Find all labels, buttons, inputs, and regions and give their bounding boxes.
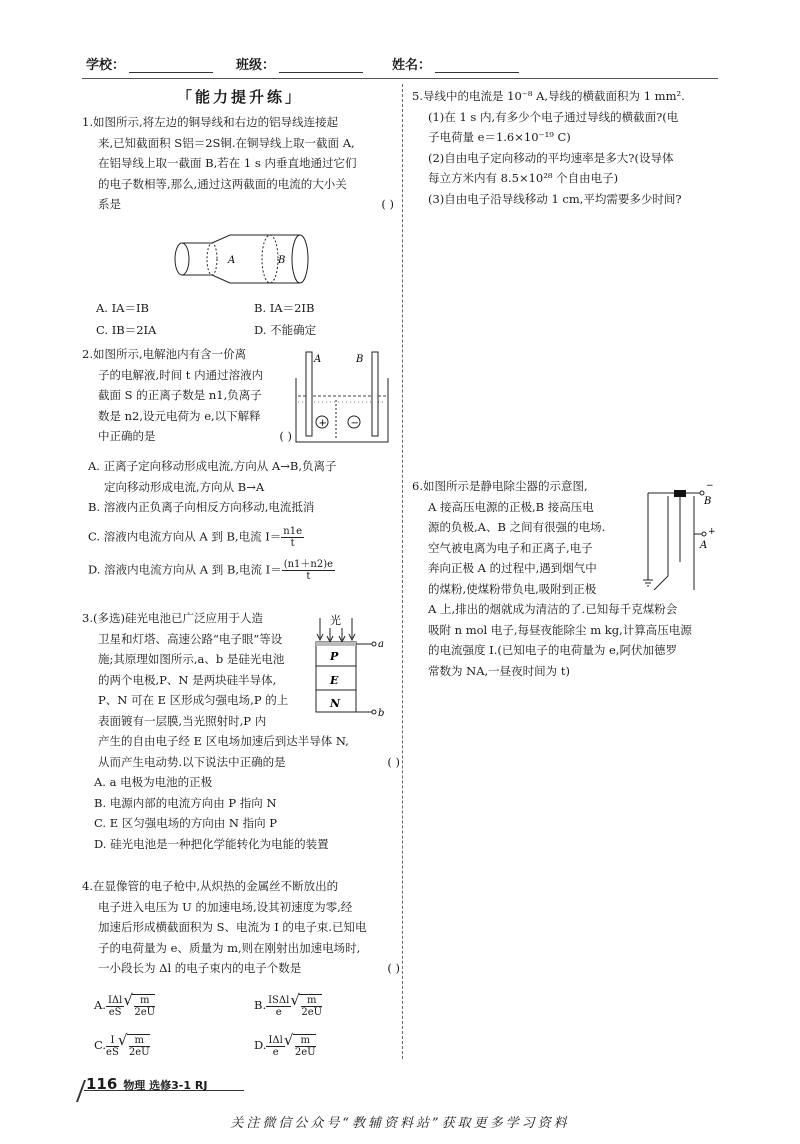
q6-line: 的电流强度 I.(已知电子的电荷量为 e,阿伏加德罗: [428, 643, 677, 657]
name-label: 姓名：: [392, 58, 432, 73]
q4-option-c[interactable]: C. $\frac{I}{eS}$ √ $\frac{m}{2eU}$: [94, 1034, 150, 1058]
q5-line: (2)自由电子定向移动的平均速率是多大?(设导体: [428, 150, 674, 165]
student-info-header: [0, 54, 800, 78]
q3-e-label: E: [330, 674, 339, 687]
q6-line: 空气被电离为电子和正离子,电子: [428, 540, 593, 555]
q1-line: 的电子数相等,那么,通过这两截面的电流的大小关: [98, 176, 347, 191]
q2-label-a: A: [314, 354, 322, 365]
q4-option-b[interactable]: B. $\frac{\text{ISΔl}}{e}$ √ $\frac{m}{2eU}$: [254, 994, 322, 1018]
q6-line: 源的负极,A、B 之间有很强的电场.: [428, 520, 606, 534]
q3-solar-cell-figure: [308, 610, 388, 720]
q3-option-b[interactable]: B. 电源内部的电流方向由 P 指向 N: [94, 795, 277, 810]
q5-line: 5.导线中的电流是 10⁻⁸ A,导线的横截面积为 1 mm².: [412, 89, 685, 103]
q3-line: P、N 可在 E 区形成匀强电场,P 的上: [98, 693, 289, 707]
q2-minus-ion: −: [350, 418, 359, 429]
q6-line: A 上,排出的烟就成为清洁的了.已知每千克煤粉会: [428, 602, 678, 616]
q3-n-label: N: [330, 697, 341, 710]
q1-line: 在铝导线上取一截面 B,若在 1 s 内垂直地通过它们: [98, 156, 357, 170]
class-field: [236, 54, 363, 73]
q2-options: [88, 456, 398, 582]
promo-note: 关注微信公众号“教辅资料站”获取更多学习资料: [230, 1116, 570, 1131]
q4-line: 加速后形成横截面积为 S、电流为 I 的电子束.已知电: [98, 920, 367, 934]
q6-plus-sign: +: [708, 527, 716, 537]
q6-line: 6.如图所示是静电除尘器的示意图,: [412, 479, 588, 493]
question-5: [412, 86, 722, 209]
class-label: 班级：: [236, 58, 276, 73]
question-4: [82, 876, 400, 979]
q6-line: 吸附 n mol 电子,每昼夜能除尘 m kg,计算高压电源: [428, 622, 692, 637]
book-subject: 物理 选修3-1 RJ: [123, 1079, 208, 1092]
q5-line: (1)在 1 s 内,有多少个电子通过导线的横截面?(电: [428, 109, 679, 124]
q4-line: 一小段长为 Δl 的电子束内的电子个数是 ( ): [82, 958, 400, 979]
q2-line: 中正确的是 ( ): [82, 426, 292, 447]
name-field: [392, 54, 519, 73]
q6-line: 奔向正极 A 的过程中,遇到烟气中: [428, 561, 597, 575]
q3-option-c[interactable]: C. E 区匀强电场的方向由 N 指向 P: [94, 816, 278, 830]
q1-wire-figure: [172, 230, 312, 288]
page-footer: [86, 1074, 207, 1093]
q2-line: 2.如图所示,电解池内有含一价离: [82, 347, 247, 361]
q3-options: [94, 772, 400, 854]
section-title: 「 能力提升练 」: [170, 86, 310, 108]
q1-option-d[interactable]: D. 不能确定: [254, 323, 317, 337]
school-blank[interactable]: [129, 58, 213, 73]
q2-option-a-cont: 定向移动形成电流,方向从 B→A: [104, 479, 265, 494]
q1-label-a: A: [228, 255, 236, 266]
q3-light-label: 光: [330, 614, 341, 627]
q4-option-d[interactable]: D. $\frac{\text{IΔl}}{e}$ √ $\frac{m}{2eU}$: [254, 1034, 316, 1058]
q3-line: 产生的自由电子经 E 区电场加速后到达半导体 N,: [98, 734, 349, 748]
q3-line: 卫星和灯塔、高速公路“电子眼”等设: [98, 631, 283, 646]
q4-option-a[interactable]: A. $\frac{\text{IΔl}}{eS}$ √ $\frac{m}{2eU}$: [94, 994, 155, 1018]
q2-plus-ion: +: [318, 418, 327, 429]
q3-line: 的两个电极,P、N 是两块硅半导体,: [98, 672, 277, 687]
q1-line: 系是 ( ): [82, 194, 394, 215]
q2-option-d[interactable]: D. 溶液内电流方向从 A 到 B,电流 I＝ $\frac{(n1+n2)e}{t}$: [88, 558, 334, 582]
q2-answer-blank[interactable]: ( ): [279, 429, 292, 443]
q2-label-b: B: [356, 354, 364, 365]
q6-b-label: B: [704, 496, 712, 507]
q4-answer-blank[interactable]: ( ): [387, 961, 400, 975]
q2-line: 数是 n2,设元电荷为 e,以下解释: [98, 408, 261, 423]
name-blank[interactable]: [435, 58, 519, 73]
q4-line: 电子进入电压为 U 的加速电场,设其初速度为零,经: [98, 899, 353, 914]
q6-precipitator-figure: [640, 476, 722, 596]
q5-line: (3)自由电子沿导线移动 1 cm,平均需要多少时间?: [428, 191, 682, 206]
q3-answer-blank[interactable]: ( ): [387, 754, 400, 769]
q1-line: 1.如图所示,将左边的铜导线和右边的铝导线连接起: [82, 115, 339, 129]
q3-b-label: b: [378, 708, 385, 719]
q2-line: 子的电解液,时间 t 内通过溶液内: [98, 367, 264, 382]
q2-electrolysis-figure: [292, 350, 392, 448]
q4-line: 4.在显像管的电子枪中,从炽热的金属丝不断放出的: [82, 879, 339, 893]
q2-option-b[interactable]: B. 溶液内正负离子向相反方向移动,电流抵消: [88, 500, 315, 514]
q1-line: 来,已知截面积 S铝＝2S铜.在铜导线上取一截面 A,: [98, 135, 355, 150]
page-number: 116: [86, 1075, 118, 1093]
q3-line: 3.(多选)硅光电池已广泛应用于人造: [82, 611, 263, 625]
q6-minus-sign: −: [706, 481, 714, 491]
footer-slash: [76, 1080, 86, 1102]
q6-line: 的煤粉,使煤粉带负电,吸附到正极: [428, 581, 597, 596]
q3-line: 施;其原理如图所示,a、b 是硅光电池: [98, 652, 285, 666]
q3-line: 从而产生电动势.以下说法中正确的是 ( ): [82, 752, 400, 773]
question-1: [82, 112, 394, 215]
school-field: [86, 54, 213, 73]
q5-line: 子电荷量 e＝1.6×10⁻¹⁹ C): [428, 130, 571, 144]
q4-line: 子的电荷量为 e、质量为 m,则在刚射出加速电场时,: [98, 940, 361, 955]
q5-line: 每立方米内有 8.5×10²⁸ 个自由电子): [428, 171, 619, 185]
q6-a-label: A: [700, 540, 708, 551]
question-6: [412, 476, 640, 599]
school-label: 学校：: [86, 58, 126, 73]
question-2: [82, 344, 292, 447]
header-rule: [82, 78, 718, 79]
question-6-cont: [428, 599, 724, 681]
q1-option-b[interactable]: B. IA＝2IB: [254, 301, 315, 315]
q1-answer-blank[interactable]: ( ): [381, 197, 394, 211]
q6-line: A 接高压电源的正极,B 接高压电: [428, 499, 594, 514]
class-blank[interactable]: [279, 58, 363, 73]
q3-p-label: P: [330, 650, 339, 663]
q2-option-a[interactable]: A. 正离子定向移动形成电流,方向从 A→B,负离子: [88, 459, 337, 473]
q3-line: 表面镀有一层膜,当光照射时,P 内: [98, 713, 267, 728]
q1-label-b: B: [278, 255, 286, 266]
column-divider: [402, 84, 403, 1059]
q2-option-c[interactable]: C. 溶液内电流方向从 A 到 B,电流 I＝ $\frac{n1e}{t}$: [88, 525, 303, 549]
q3-option-d[interactable]: D. 硅光电池是一种把化学能转化为电能的装置: [94, 836, 329, 851]
q3-a-label: a: [378, 639, 384, 650]
q2-line: 截面 S 的正离子数是 n1,负离子: [98, 388, 262, 402]
q6-line: 常数为 NA,一昼夜时间为 t): [428, 663, 570, 678]
q1-option-c[interactable]: C. IB＝2IA: [96, 323, 157, 337]
q1-option-a[interactable]: A. IA＝IB: [96, 301, 149, 315]
q3-option-a[interactable]: A. a 电极为电池的正极: [94, 775, 213, 789]
